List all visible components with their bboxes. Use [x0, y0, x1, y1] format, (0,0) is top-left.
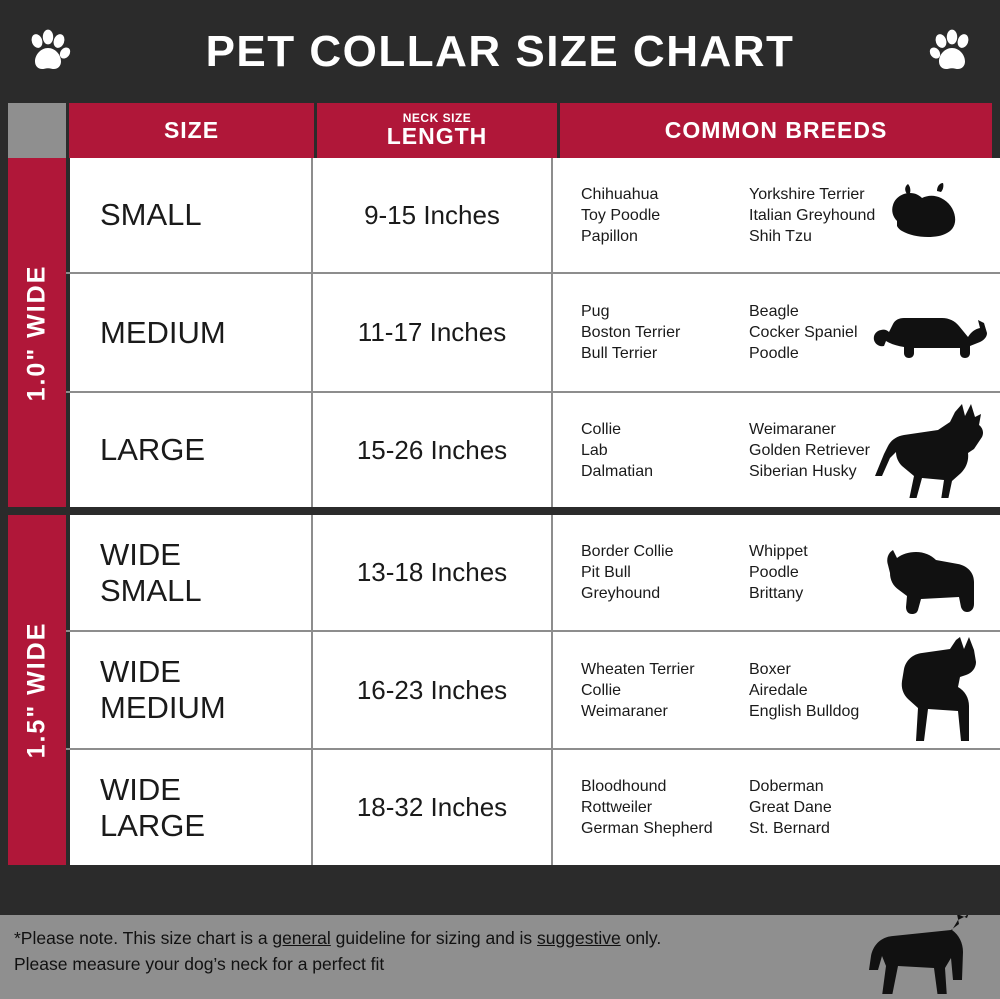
table-row	[66, 274, 1000, 393]
breed-item: Rottweiler	[581, 799, 653, 816]
group-1-0-wide	[0, 158, 1000, 507]
breed-item: Yorkshire Terrier	[749, 185, 865, 203]
column-header-neck-size: NECK SIZE	[402, 111, 472, 125]
paw-print-icon	[928, 28, 976, 76]
cell-size-line1: WIDE	[100, 654, 181, 689]
breed-column-left	[581, 659, 721, 722]
cell-length: 13-18 Inches	[311, 515, 551, 630]
table-row	[66, 632, 1000, 750]
breed-item: Greyhound	[581, 585, 661, 602]
group-label-1-0-wide: 1.0" WIDE	[8, 158, 66, 507]
breed-item: Bloodhound	[581, 778, 667, 795]
column-header-breeds: COMMON BREEDS	[557, 103, 992, 158]
breed-item: Brittany	[749, 585, 804, 602]
footer-line-1-part-c: guideline for sizing and is	[330, 928, 538, 948]
column-header-size: SIZE	[66, 103, 314, 158]
table-row	[66, 515, 1000, 632]
footer-line-2: Please measure your dog’s neck for a perfect fit	[14, 954, 385, 974]
breed-item: Border Collie	[581, 543, 674, 560]
breed-item: Chihuahua	[581, 185, 659, 203]
group-divider	[0, 507, 1000, 515]
breed-item: Wheaten Terrier	[581, 660, 695, 678]
breed-item: Boxer	[749, 660, 791, 678]
table-row	[66, 393, 1000, 507]
cell-breeds	[551, 393, 1000, 507]
breed-item: Collie	[581, 681, 622, 699]
breed-item: Airedale	[749, 681, 808, 699]
breed-item: Toy Poodle	[581, 206, 661, 224]
cell-size-line1: WIDE	[100, 771, 181, 807]
group-label-1-5-wide: 1.5" WIDE	[8, 515, 66, 865]
cell-breeds	[551, 158, 1000, 272]
cell-size-line2: MEDIUM	[100, 690, 226, 725]
breed-item: Bull Terrier	[581, 345, 658, 362]
breed-column-right	[749, 184, 889, 247]
cell-size: SMALL	[66, 158, 311, 272]
pomeranian-silhouette-icon	[875, 177, 980, 254]
breed-item: Siberian Husky	[749, 462, 857, 480]
cell-breeds	[551, 515, 1000, 630]
breed-item: English Bulldog	[749, 702, 860, 720]
breed-item: Collie	[581, 420, 622, 438]
cell-size: LARGE	[66, 393, 311, 507]
breed-item: Boston Terrier	[581, 324, 681, 341]
breed-item: Pug	[581, 303, 610, 320]
cell-breeds	[551, 750, 1000, 865]
cell-length: 16-23 Inches	[311, 632, 551, 748]
cell-size	[66, 515, 311, 630]
cell-length: 18-32 Inches	[311, 750, 551, 865]
breed-item: Poodle	[749, 564, 799, 581]
breed-item: Whippet	[749, 543, 808, 560]
breed-column-right	[749, 301, 889, 364]
cell-breeds	[551, 274, 1000, 391]
cell-breeds	[551, 632, 1000, 748]
breed-item: Doberman	[749, 778, 824, 795]
paw-print-icon	[24, 28, 72, 76]
footer-line-1-emphasis-general: general	[272, 928, 331, 948]
breed-item: German Shepherd	[581, 820, 713, 837]
breed-column-right	[749, 776, 889, 839]
breed-item: Golden Retriever	[749, 441, 870, 459]
breed-column-left	[581, 541, 721, 604]
footer-line-1	[14, 925, 986, 951]
breed-item: Lab	[581, 441, 608, 459]
page-title: PET COLLAR SIZE CHART	[205, 26, 795, 76]
breed-item: St. Bernard	[749, 820, 830, 837]
breed-item: Italian Greyhound	[749, 206, 876, 224]
header-corner-blank	[8, 103, 66, 158]
breed-column-right	[749, 419, 889, 482]
cell-size-line1: WIDE	[100, 536, 181, 572]
table-header-row	[0, 103, 1000, 158]
size-table	[0, 103, 1000, 915]
breed-item: Weimaraner	[749, 420, 836, 438]
breed-item: Shih Tzu	[749, 227, 812, 245]
boxer-silhouette-icon	[874, 635, 994, 748]
table-row	[66, 158, 1000, 274]
table-row	[66, 750, 1000, 865]
breed-column-right	[749, 659, 889, 722]
breed-column-left	[581, 301, 721, 364]
breed-column-right	[749, 541, 889, 604]
footer-line-1-part-e: only.	[620, 928, 662, 948]
cell-length: 15-26 Inches	[311, 393, 551, 507]
breed-item: Cocker Spaniel	[749, 324, 858, 341]
cell-size: MEDIUM	[66, 274, 311, 391]
cell-length: 11-17 Inches	[311, 274, 551, 391]
footer-line-1-emphasis-suggestive: suggestive	[537, 928, 621, 948]
breed-item: Great Dane	[749, 799, 832, 816]
chart-header	[0, 0, 1000, 103]
breed-item: Papillon	[581, 227, 638, 245]
column-header-length-label: LENGTH	[386, 123, 488, 149]
breed-item: Weimaraner	[581, 702, 668, 720]
breed-item: Poodle	[749, 345, 799, 362]
breed-column-left	[581, 776, 721, 839]
cell-size-line2: SMALL	[100, 572, 202, 608]
group-1-5-wide	[0, 515, 1000, 865]
cell-size	[66, 632, 311, 748]
breed-item: Dalmatian	[581, 462, 654, 480]
breed-item: Pit Bull	[581, 564, 631, 581]
footer-line-1-part-a: *Please note. This size chart is a	[14, 928, 273, 948]
column-header-length	[314, 103, 557, 158]
footer-note	[0, 915, 1000, 999]
breed-column-left	[581, 184, 721, 247]
breed-item: Beagle	[749, 303, 799, 320]
breed-column-left	[581, 419, 721, 482]
cell-size	[66, 750, 311, 865]
cell-size-line2: LARGE	[100, 807, 206, 843]
cell-length: 9-15 Inches	[311, 158, 551, 272]
